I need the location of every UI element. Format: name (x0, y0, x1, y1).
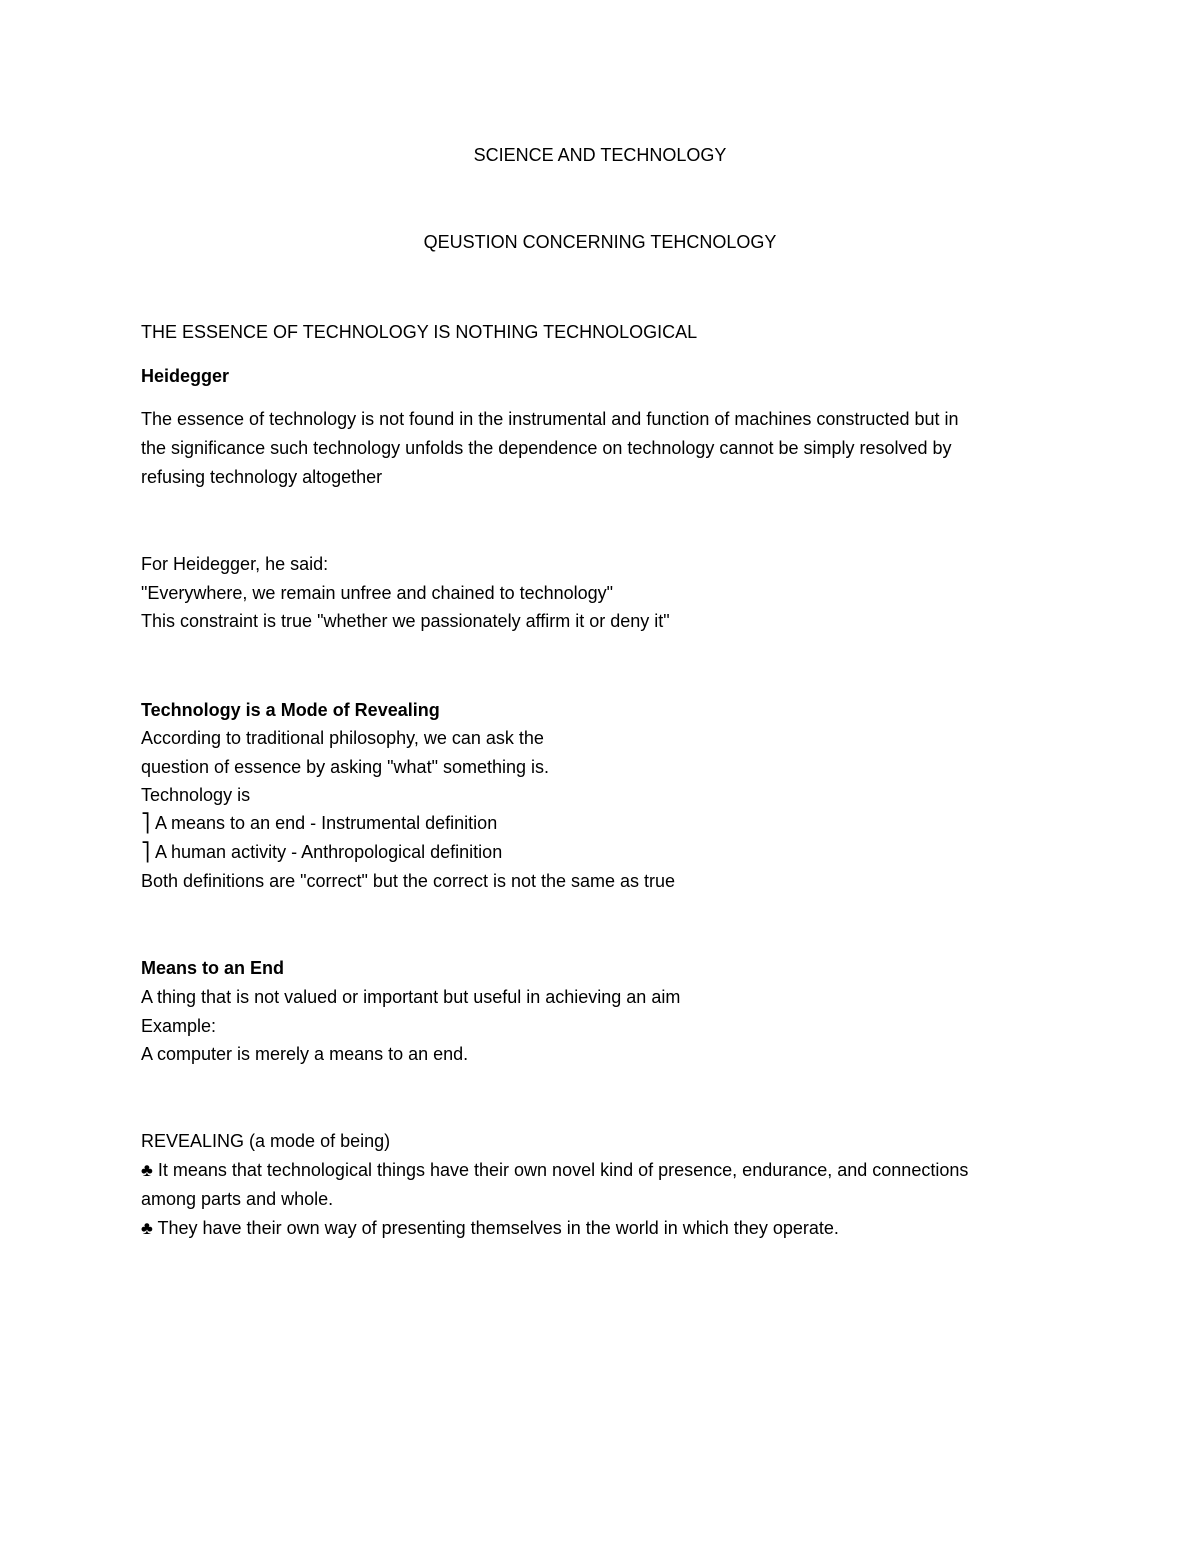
quote-intro: For Heidegger, he said: (141, 554, 329, 574)
mode-of-revealing-line: Technology is (141, 785, 251, 805)
heidegger-paragraph-line: the significance such technology unfolds the dependence on technology cannot be simply resolved by (141, 438, 952, 458)
quote-constraint: This constraint is true "whether we passionately affirm it or deny it" (141, 611, 670, 631)
means-to-end-line: A thing that is not valued or important but useful in achieving an aim (141, 987, 681, 1007)
bracket-bullet-icon: ⎤ (141, 842, 150, 862)
list-item (141, 1214, 839, 1243)
club-bullet-icon: ♣ (141, 1160, 153, 1180)
means-to-end-heading: Means to an End (141, 958, 285, 978)
heidegger-heading: Heidegger (141, 366, 230, 386)
club-bullet-icon: ♣ (141, 1218, 153, 1238)
mode-of-revealing-line: According to traditional philosophy, we can ask the (141, 728, 544, 748)
mode-of-revealing-closing: Both definitions are "correct" but the correct is not the same as true (141, 871, 676, 891)
list-item (141, 838, 502, 867)
list-item-text: A human activity - Anthropological definition (155, 842, 503, 862)
mode-of-revealing-line: question of essence by asking "what" something is. (141, 757, 550, 777)
mode-of-revealing-heading: Technology is a Mode of Revealing (141, 700, 440, 720)
list-item-text: They have their own way of presenting themselves in the world in which they operate. (157, 1218, 839, 1238)
list-item-continuation: among parts and whole. (141, 1189, 334, 1209)
bracket-bullet-icon: ⎤ (141, 813, 150, 833)
document-title: SCIENCE AND TECHNOLOGY (473, 145, 727, 165)
list-item-text: It means that technological things have their own novel kind of presence, endurance, and connections (157, 1160, 969, 1180)
quote-text: "Everywhere, we remain unfree and chained to technology" (141, 583, 614, 603)
document-subtitle: QEUSTION CONCERNING TEHCNOLOGY (423, 232, 777, 252)
section-heading: THE ESSENCE OF TECHNOLOGY IS NOTHING TECHNOLOGICAL (141, 322, 698, 342)
means-to-end-line: A computer is merely a means to an end. (141, 1044, 469, 1064)
heidegger-paragraph-line: The essence of technology is not found in the instrumental and function of machines constructed but in (141, 409, 959, 429)
list-item (141, 1156, 968, 1185)
list-item-text: A means to an end - Instrumental definition (155, 813, 498, 833)
means-to-end-line: Example: (141, 1016, 217, 1036)
revealing-heading: REVEALING (a mode of being) (141, 1131, 391, 1151)
list-item (141, 809, 497, 838)
heidegger-paragraph-line: refusing technology altogether (141, 467, 383, 487)
